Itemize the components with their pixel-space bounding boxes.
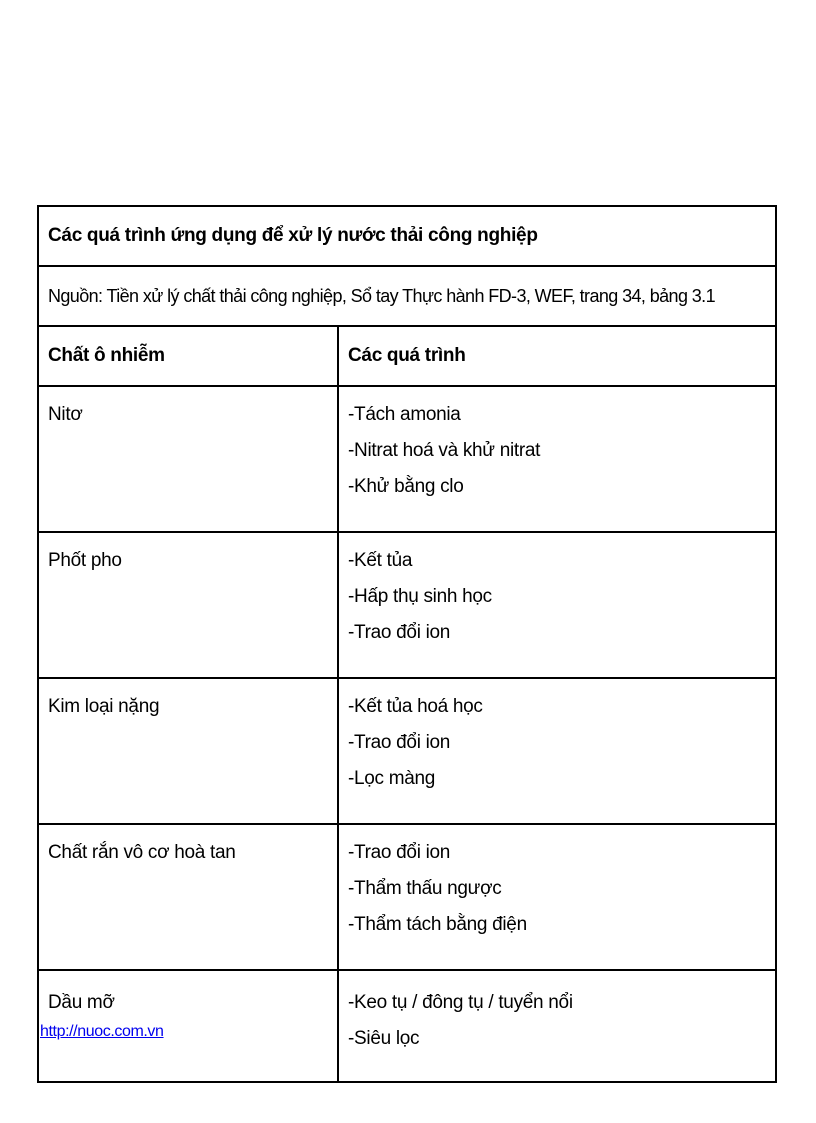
pollutant-cell: Phốt pho xyxy=(38,532,338,678)
processes-cell xyxy=(338,970,776,1082)
process-item: -Kết tủa xyxy=(348,550,413,571)
processes-cell xyxy=(338,678,776,824)
pollutant-cell: Nitơ xyxy=(38,386,338,532)
process-table xyxy=(37,205,777,1083)
process-item: -Tách amonia xyxy=(348,404,461,425)
process-item: -Keo tụ / đông tụ / tuyển nổi xyxy=(348,992,573,1013)
process-item: -Khử bằng clo xyxy=(348,476,464,497)
process-item: -Trao đổi ion xyxy=(348,842,451,863)
table-header-row xyxy=(38,326,776,386)
process-item: -Thẩm tách bằng điện xyxy=(348,914,527,935)
table-row xyxy=(38,386,776,532)
process-item: -Trao đổi ion xyxy=(348,732,451,753)
table-source-row xyxy=(38,266,776,326)
pollutant-cell: Kim loại nặng xyxy=(38,678,338,824)
table-source: Nguồn: Tiền xử lý chất thải công nghiệp, Sổ tay Thực hành FD-3, WEF, trang 34, bảng 3.1 xyxy=(38,266,776,326)
pollutant-cell: Dầu mỡ xyxy=(38,970,338,1082)
process-item: -Nitrat hoá và khử nitrat xyxy=(348,440,541,461)
processes-cell xyxy=(338,386,776,532)
table-row xyxy=(38,532,776,678)
processes-cell xyxy=(338,532,776,678)
process-item: -Siêu lọc xyxy=(348,1028,420,1049)
process-item: -Thẩm thấu ngược xyxy=(348,878,502,899)
table-title-row xyxy=(38,206,776,266)
pollutant-cell: Chất rắn vô cơ hoà tan xyxy=(38,824,338,970)
process-item: -Kết tủa hoá học xyxy=(348,696,483,717)
website-link[interactable]: http://nuoc.com.vn xyxy=(40,1023,164,1040)
processes-cell xyxy=(338,824,776,970)
table-row xyxy=(38,824,776,970)
header-processes: Các quá trình xyxy=(338,326,776,386)
table-row xyxy=(38,678,776,824)
process-item: -Lọc màng xyxy=(348,768,436,789)
process-item: -Trao đổi ion xyxy=(348,622,451,643)
header-pollutant: Chất ô nhiễm xyxy=(38,326,338,386)
process-item: -Hấp thụ sinh học xyxy=(348,586,492,607)
table-title: Các quá trình ứng dụng để xử lý nước thải công nghiệp xyxy=(38,206,776,266)
